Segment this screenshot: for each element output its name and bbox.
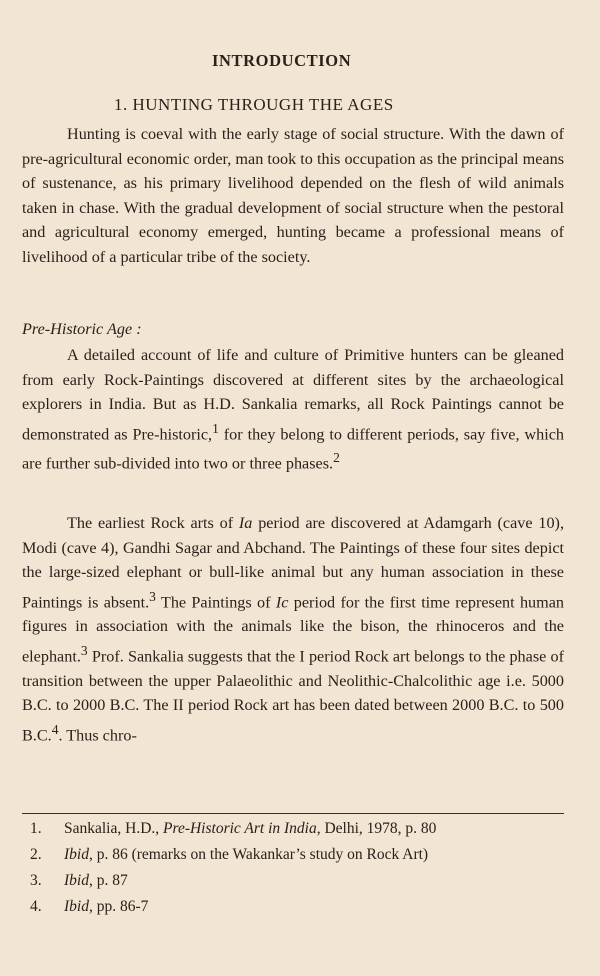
period-ic: Ic bbox=[275, 592, 289, 611]
footnote bbox=[22, 818, 564, 840]
footnote bbox=[22, 896, 564, 918]
footnote bbox=[22, 844, 564, 866]
paragraph-text: A detailed account of life and culture of Primitive hunters can be gleaned from early Rock-Paintings discovered at different sites by the archaeological explorers in India. But as H.D. Sankalia remarks, all Rock Paintings cannot be demonstrated as Pre-historic, bbox=[22, 346, 564, 443]
page-title: INTRODUCTION bbox=[212, 51, 352, 70]
period-ia: Ia bbox=[238, 514, 253, 532]
footnote-text: Ibid, p. 86 (remarks on the Wakankar’s study on Rock Art) bbox=[64, 846, 429, 863]
paragraph-text: period are discovered at Adamgarh (cave 10), Modi (cave 4), Gandhi Sagar and Abchand. The Paintings of these four sites depict the large-sized elephant or bull-like animal but any human association in these Paintings is absent. bbox=[22, 514, 564, 611]
footnote-ref-4: 4 bbox=[51, 721, 59, 737]
footnote-number: 4. bbox=[30, 898, 42, 915]
paragraph-text: for they belong to different periods, say five, which are further sub-divided into two or three phases. bbox=[22, 424, 564, 473]
footnotes-list bbox=[22, 818, 564, 922]
footnote-ref-3: 3 bbox=[149, 588, 156, 604]
footnote-number: 3. bbox=[30, 872, 42, 889]
paragraph-text: The earliest Rock arts of bbox=[67, 514, 239, 532]
paragraph-rock-art-periods bbox=[22, 511, 564, 748]
paragraph-text: . Thus chro- bbox=[58, 726, 137, 745]
footnote-ref-2: 2 bbox=[333, 450, 340, 466]
footnote-text: Ibid, p. 87 bbox=[64, 872, 128, 889]
paragraph-text: Prof. Sankalia suggests that the I period Rock art belongs to the phase of transition between the upper Palaeolithic and Neolithic-Chalcolithic age i.e. 5000 B.C. to 2000 B.C. The II period Rock art has been dated between 2000 B.C. to 500 B.C. bbox=[22, 647, 564, 745]
section-title: 1. HUNTING THROUGH THE AGES bbox=[114, 95, 394, 114]
paragraph-text: The Paintings of bbox=[155, 592, 276, 611]
subheading-pre-historic-age: Pre-Historic Age : bbox=[22, 320, 142, 338]
footnote-divider bbox=[22, 813, 564, 814]
paragraph-text: period for the first time represent human figures in association with the animals like the bison, the rhinoceros and the elephant. bbox=[22, 592, 565, 666]
paragraph-rock-paintings bbox=[22, 343, 564, 476]
footnote-text: Ibid, pp. 86-7 bbox=[64, 898, 149, 915]
footnote bbox=[22, 870, 564, 892]
footnote-ref-3: 3 bbox=[80, 642, 88, 658]
paragraph-hunting: Hunting is coeval with the early stage of social structure. With the dawn of pre-agricultural economic order, man took to this occupation as the principal means of sustenance, as his primary livelihood depended on the flesh of wild animals taken in chase. With the gradual development of social structure when the pestoral and agricultural economy emerged, hunting became a professional means of livelihood of a particular tribe of the society. bbox=[22, 125, 564, 266]
footnote-text: Sankalia, H.D., Pre-Historic Art in India, Delhi, 1978, p. 80 bbox=[64, 820, 437, 837]
footnote-number: 1. bbox=[30, 820, 42, 837]
footnote-ref-1: 1 bbox=[212, 420, 219, 436]
footnote-number: 2. bbox=[30, 846, 42, 863]
